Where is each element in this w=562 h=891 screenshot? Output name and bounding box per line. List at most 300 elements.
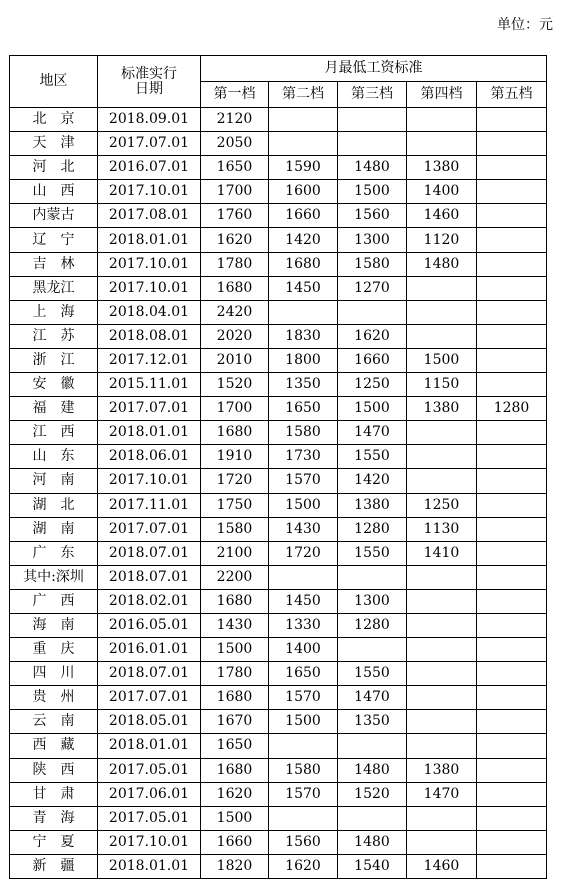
cell-level-3: 1660 [338,348,407,372]
cell-level-5 [477,710,547,734]
table-row [10,397,547,421]
region-name: 湖 南 [32,520,75,537]
cell-level-4: 1410 [407,541,477,565]
region-name: 山 东 [32,448,75,465]
cell-level-3 [338,108,407,132]
cell-level-3: 1580 [338,252,407,276]
cell-date: 2018.01.01 [98,228,201,252]
cell-level-3: 1500 [338,180,407,204]
cell-level-4 [407,469,477,493]
cell-date: 2018.06.01 [98,445,201,469]
cell-level-2: 1590 [269,156,338,180]
cell-level-4: 1480 [407,252,477,276]
cell-level-5 [477,348,547,372]
region-name: 内蒙古 [32,207,75,224]
region-name: 河 北 [32,159,75,176]
cell-level-1: 1680 [201,276,269,300]
table-row [10,638,547,662]
cell-region [10,324,98,348]
cell-level-1: 2100 [201,541,269,565]
header-level-5: 第五档 [477,82,547,108]
cell-level-3: 1550 [338,662,407,686]
table-row [10,180,547,204]
region-name: 河 南 [32,472,75,489]
cell-level-5 [477,204,547,228]
cell-level-4: 1470 [407,782,477,806]
cell-level-1: 1720 [201,469,269,493]
cell-level-1: 1670 [201,710,269,734]
cell-level-1: 1820 [201,854,269,878]
cell-level-4 [407,324,477,348]
cell-level-2 [269,108,338,132]
region-name: 吉 林 [32,255,75,272]
cell-level-2: 1420 [269,228,338,252]
cell-level-5 [477,806,547,830]
cell-level-4 [407,662,477,686]
cell-region [10,830,98,854]
cell-level-2 [269,300,338,324]
cell-level-1: 2200 [201,565,269,589]
cell-level-4: 1380 [407,758,477,782]
table-row [10,493,547,517]
cell-region [10,710,98,734]
cell-level-5 [477,373,547,397]
table-body [10,108,547,879]
cell-level-4: 1150 [407,373,477,397]
cell-level-2: 1580 [269,421,338,445]
table-row [10,469,547,493]
cell-level-4: 1500 [407,348,477,372]
region-name: 上 海 [32,303,75,320]
cell-level-2 [269,806,338,830]
table-row [10,806,547,830]
table-row [10,445,547,469]
region-name: 山 西 [32,183,75,200]
cell-date: 2018.01.01 [98,734,201,758]
cell-region [10,662,98,686]
cell-region [10,300,98,324]
region-name: 贵 州 [32,689,75,706]
cell-level-1: 1760 [201,204,269,228]
region-name: 陕 西 [32,761,75,778]
cell-date: 2017.07.01 [98,397,201,421]
cell-level-1: 2420 [201,300,269,324]
cell-level-5 [477,830,547,854]
cell-level-1: 1680 [201,589,269,613]
cell-level-1: 1660 [201,830,269,854]
cell-region [10,108,98,132]
cell-region [10,228,98,252]
cell-level-4 [407,300,477,324]
table-row [10,156,547,180]
cell-level-1: 2120 [201,108,269,132]
cell-level-1: 1520 [201,373,269,397]
cell-date: 2018.09.01 [98,108,201,132]
region-name: 甘 肃 [32,785,75,802]
cell-level-5 [477,638,547,662]
table-row [10,228,547,252]
cell-region [10,541,98,565]
cell-region [10,348,98,372]
cell-date: 2017.12.01 [98,348,201,372]
table-row [10,565,547,589]
cell-level-2: 1330 [269,613,338,637]
cell-region [10,638,98,662]
cell-level-3: 1420 [338,469,407,493]
cell-level-2: 1350 [269,373,338,397]
cell-level-1: 2020 [201,324,269,348]
cell-level-5 [477,276,547,300]
cell-level-3: 1350 [338,710,407,734]
cell-level-5 [477,517,547,541]
header-region: 地区 [10,56,98,108]
table-row [10,252,547,276]
table-row [10,517,547,541]
header-level-2: 第二档 [269,82,338,108]
table-row [10,108,547,132]
cell-date: 2016.01.01 [98,638,201,662]
cell-level-3: 1300 [338,589,407,613]
cell-level-2 [269,734,338,758]
cell-level-5 [477,565,547,589]
cell-level-2: 1570 [269,782,338,806]
region-name: 安 徽 [32,376,75,393]
region-name: 宁 夏 [32,833,75,850]
table-row [10,276,547,300]
cell-level-5 [477,445,547,469]
table-row [10,132,547,156]
cell-date: 2016.07.01 [98,156,201,180]
cell-region [10,493,98,517]
cell-level-2: 1500 [269,710,338,734]
cell-level-5 [477,228,547,252]
cell-level-2: 1620 [269,854,338,878]
cell-date: 2017.05.01 [98,806,201,830]
cell-date: 2017.06.01 [98,782,201,806]
cell-level-1: 1500 [201,638,269,662]
cell-date: 2018.05.01 [98,710,201,734]
header-level-4: 第四档 [407,82,477,108]
table-row [10,710,547,734]
cell-level-4: 1380 [407,397,477,421]
cell-level-1: 1620 [201,228,269,252]
cell-level-2: 1800 [269,348,338,372]
cell-level-5 [477,541,547,565]
cell-date: 2017.07.01 [98,132,201,156]
cell-date: 2018.08.01 [98,324,201,348]
cell-date: 2017.07.01 [98,686,201,710]
table-row [10,758,547,782]
cell-level-5 [477,300,547,324]
cell-region [10,469,98,493]
cell-region [10,565,98,589]
cell-region [10,806,98,830]
region-name: 广 西 [32,592,75,609]
cell-region [10,445,98,469]
table-row [10,373,547,397]
table-row [10,613,547,637]
cell-date: 2018.07.01 [98,541,201,565]
cell-region [10,589,98,613]
region-name: 湖 北 [32,496,75,513]
region-name: 福 建 [32,400,75,417]
cell-level-3 [338,734,407,758]
cell-region [10,854,98,878]
cell-level-3: 1280 [338,613,407,637]
cell-level-1: 1620 [201,782,269,806]
cell-region [10,686,98,710]
table-row [10,204,547,228]
cell-level-5 [477,782,547,806]
cell-region [10,421,98,445]
region-name: 黑龙江 [32,279,75,296]
table-row [10,348,547,372]
cell-date: 2017.05.01 [98,758,201,782]
table-row [10,782,547,806]
cell-level-3 [338,565,407,589]
cell-level-3 [338,300,407,324]
cell-region [10,132,98,156]
cell-date: 2017.10.01 [98,469,201,493]
cell-level-2: 1580 [269,758,338,782]
cell-level-5 [477,469,547,493]
region-name: 其中:深圳 [23,568,84,585]
region-name: 云 南 [32,713,75,730]
region-name: 青 海 [32,809,75,826]
cell-level-2: 1650 [269,662,338,686]
cell-level-3: 1540 [338,854,407,878]
cell-level-1: 1910 [201,445,269,469]
cell-level-1: 2010 [201,348,269,372]
cell-level-1: 2050 [201,132,269,156]
cell-level-5 [477,758,547,782]
cell-level-1: 1700 [201,180,269,204]
cell-date: 2017.07.01 [98,517,201,541]
cell-level-1: 1650 [201,156,269,180]
cell-level-4 [407,421,477,445]
cell-region [10,252,98,276]
cell-level-4 [407,710,477,734]
table-row [10,830,547,854]
cell-level-1: 1780 [201,252,269,276]
cell-level-5 [477,132,547,156]
table-row [10,854,547,878]
cell-level-2 [269,565,338,589]
table-row [10,421,547,445]
cell-level-1: 1680 [201,421,269,445]
table-row [10,324,547,348]
cell-level-1: 1680 [201,686,269,710]
cell-level-5 [477,252,547,276]
cell-level-2: 1400 [269,638,338,662]
region-name: 广 东 [32,544,75,561]
cell-level-3: 1280 [338,517,407,541]
cell-level-2: 1730 [269,445,338,469]
cell-region [10,204,98,228]
cell-level-1: 1750 [201,493,269,517]
cell-region [10,397,98,421]
region-name: 西 藏 [32,737,75,754]
cell-level-4 [407,108,477,132]
cell-level-2: 1560 [269,830,338,854]
header-level-1: 第一档 [201,82,269,108]
cell-level-4 [407,613,477,637]
cell-level-4: 1130 [407,517,477,541]
header-wage-group: 月最低工资标准 [201,56,547,82]
unit-label: 单位：元 [497,17,553,33]
cell-level-3: 1300 [338,228,407,252]
cell-level-4 [407,565,477,589]
cell-region [10,782,98,806]
cell-level-2: 1680 [269,252,338,276]
cell-level-4: 1380 [407,156,477,180]
header-level-3: 第三档 [338,82,407,108]
cell-region [10,613,98,637]
cell-level-2: 1500 [269,493,338,517]
cell-level-5 [477,589,547,613]
cell-level-5 [477,662,547,686]
cell-level-3: 1270 [338,276,407,300]
cell-date: 2017.08.01 [98,204,201,228]
region-name: 新 疆 [32,857,75,874]
cell-level-1: 1580 [201,517,269,541]
cell-region [10,156,98,180]
cell-region [10,517,98,541]
cell-level-3 [338,132,407,156]
cell-level-1: 1430 [201,613,269,637]
cell-level-3: 1250 [338,373,407,397]
header-date-line2: 日期 [135,80,163,97]
cell-region [10,734,98,758]
cell-level-2: 1660 [269,204,338,228]
region-name: 重 庆 [32,641,75,658]
cell-level-5 [477,108,547,132]
cell-level-3: 1480 [338,830,407,854]
cell-date: 2015.11.01 [98,373,201,397]
cell-level-3: 1560 [338,204,407,228]
cell-date: 2018.07.01 [98,565,201,589]
cell-date: 2018.01.01 [98,421,201,445]
cell-level-4: 1460 [407,204,477,228]
region-name: 江 苏 [32,327,75,344]
cell-level-2: 1450 [269,276,338,300]
cell-level-4: 1460 [407,854,477,878]
cell-level-5 [477,180,547,204]
minimum-wage-table [9,55,547,879]
cell-level-1: 1780 [201,662,269,686]
cell-level-4 [407,806,477,830]
cell-date: 2017.10.01 [98,276,201,300]
cell-date: 2017.11.01 [98,493,201,517]
cell-level-5 [477,734,547,758]
cell-level-5 [477,324,547,348]
cell-date: 2018.07.01 [98,662,201,686]
cell-level-2: 1720 [269,541,338,565]
cell-level-3: 1380 [338,493,407,517]
cell-region [10,180,98,204]
cell-level-2: 1570 [269,469,338,493]
cell-level-5: 1280 [477,397,547,421]
header-date-line1: 标准实行 [121,65,177,82]
region-name: 北 京 [32,111,75,128]
cell-level-4 [407,686,477,710]
table-row [10,541,547,565]
region-name: 四 川 [32,665,75,682]
cell-level-5 [477,613,547,637]
table-row [10,589,547,613]
cell-date: 2017.10.01 [98,830,201,854]
region-name: 浙 江 [32,351,75,368]
cell-level-4 [407,830,477,854]
cell-level-4: 1400 [407,180,477,204]
cell-level-1: 1650 [201,734,269,758]
cell-level-4 [407,276,477,300]
cell-level-3: 1480 [338,758,407,782]
cell-level-3: 1620 [338,324,407,348]
cell-level-3: 1470 [338,421,407,445]
cell-level-3: 1550 [338,445,407,469]
cell-level-1: 1680 [201,758,269,782]
cell-level-1: 1700 [201,397,269,421]
cell-level-2 [269,132,338,156]
cell-level-4 [407,734,477,758]
cell-date: 2018.01.01 [98,854,201,878]
cell-level-3 [338,806,407,830]
cell-level-5 [477,156,547,180]
cell-level-5 [477,854,547,878]
cell-region [10,373,98,397]
cell-level-2: 1830 [269,324,338,348]
region-name: 海 南 [32,617,75,634]
cell-level-4 [407,132,477,156]
cell-level-3: 1520 [338,782,407,806]
cell-region [10,758,98,782]
region-name: 天 津 [32,135,75,152]
cell-level-4 [407,589,477,613]
table-row [10,734,547,758]
cell-level-2: 1430 [269,517,338,541]
region-name: 辽 宁 [32,231,75,248]
cell-level-3: 1480 [338,156,407,180]
cell-level-5 [477,421,547,445]
cell-level-4: 1120 [407,228,477,252]
cell-level-1: 1500 [201,806,269,830]
cell-level-2: 1570 [269,686,338,710]
header-date [98,56,201,108]
table-row [10,662,547,686]
cell-level-5 [477,493,547,517]
cell-level-4 [407,445,477,469]
cell-date: 2016.05.01 [98,613,201,637]
cell-date: 2018.04.01 [98,300,201,324]
cell-level-2: 1450 [269,589,338,613]
cell-level-3: 1470 [338,686,407,710]
cell-level-3: 1550 [338,541,407,565]
cell-level-3 [338,638,407,662]
cell-level-2: 1650 [269,397,338,421]
cell-level-4: 1250 [407,493,477,517]
cell-region [10,276,98,300]
cell-date: 2017.10.01 [98,252,201,276]
cell-level-2: 1600 [269,180,338,204]
cell-date: 2018.02.01 [98,589,201,613]
cell-level-3: 1500 [338,397,407,421]
cell-level-4 [407,638,477,662]
region-name: 江 西 [32,424,75,441]
cell-date: 2017.10.01 [98,180,201,204]
table-row [10,686,547,710]
table-row [10,300,547,324]
